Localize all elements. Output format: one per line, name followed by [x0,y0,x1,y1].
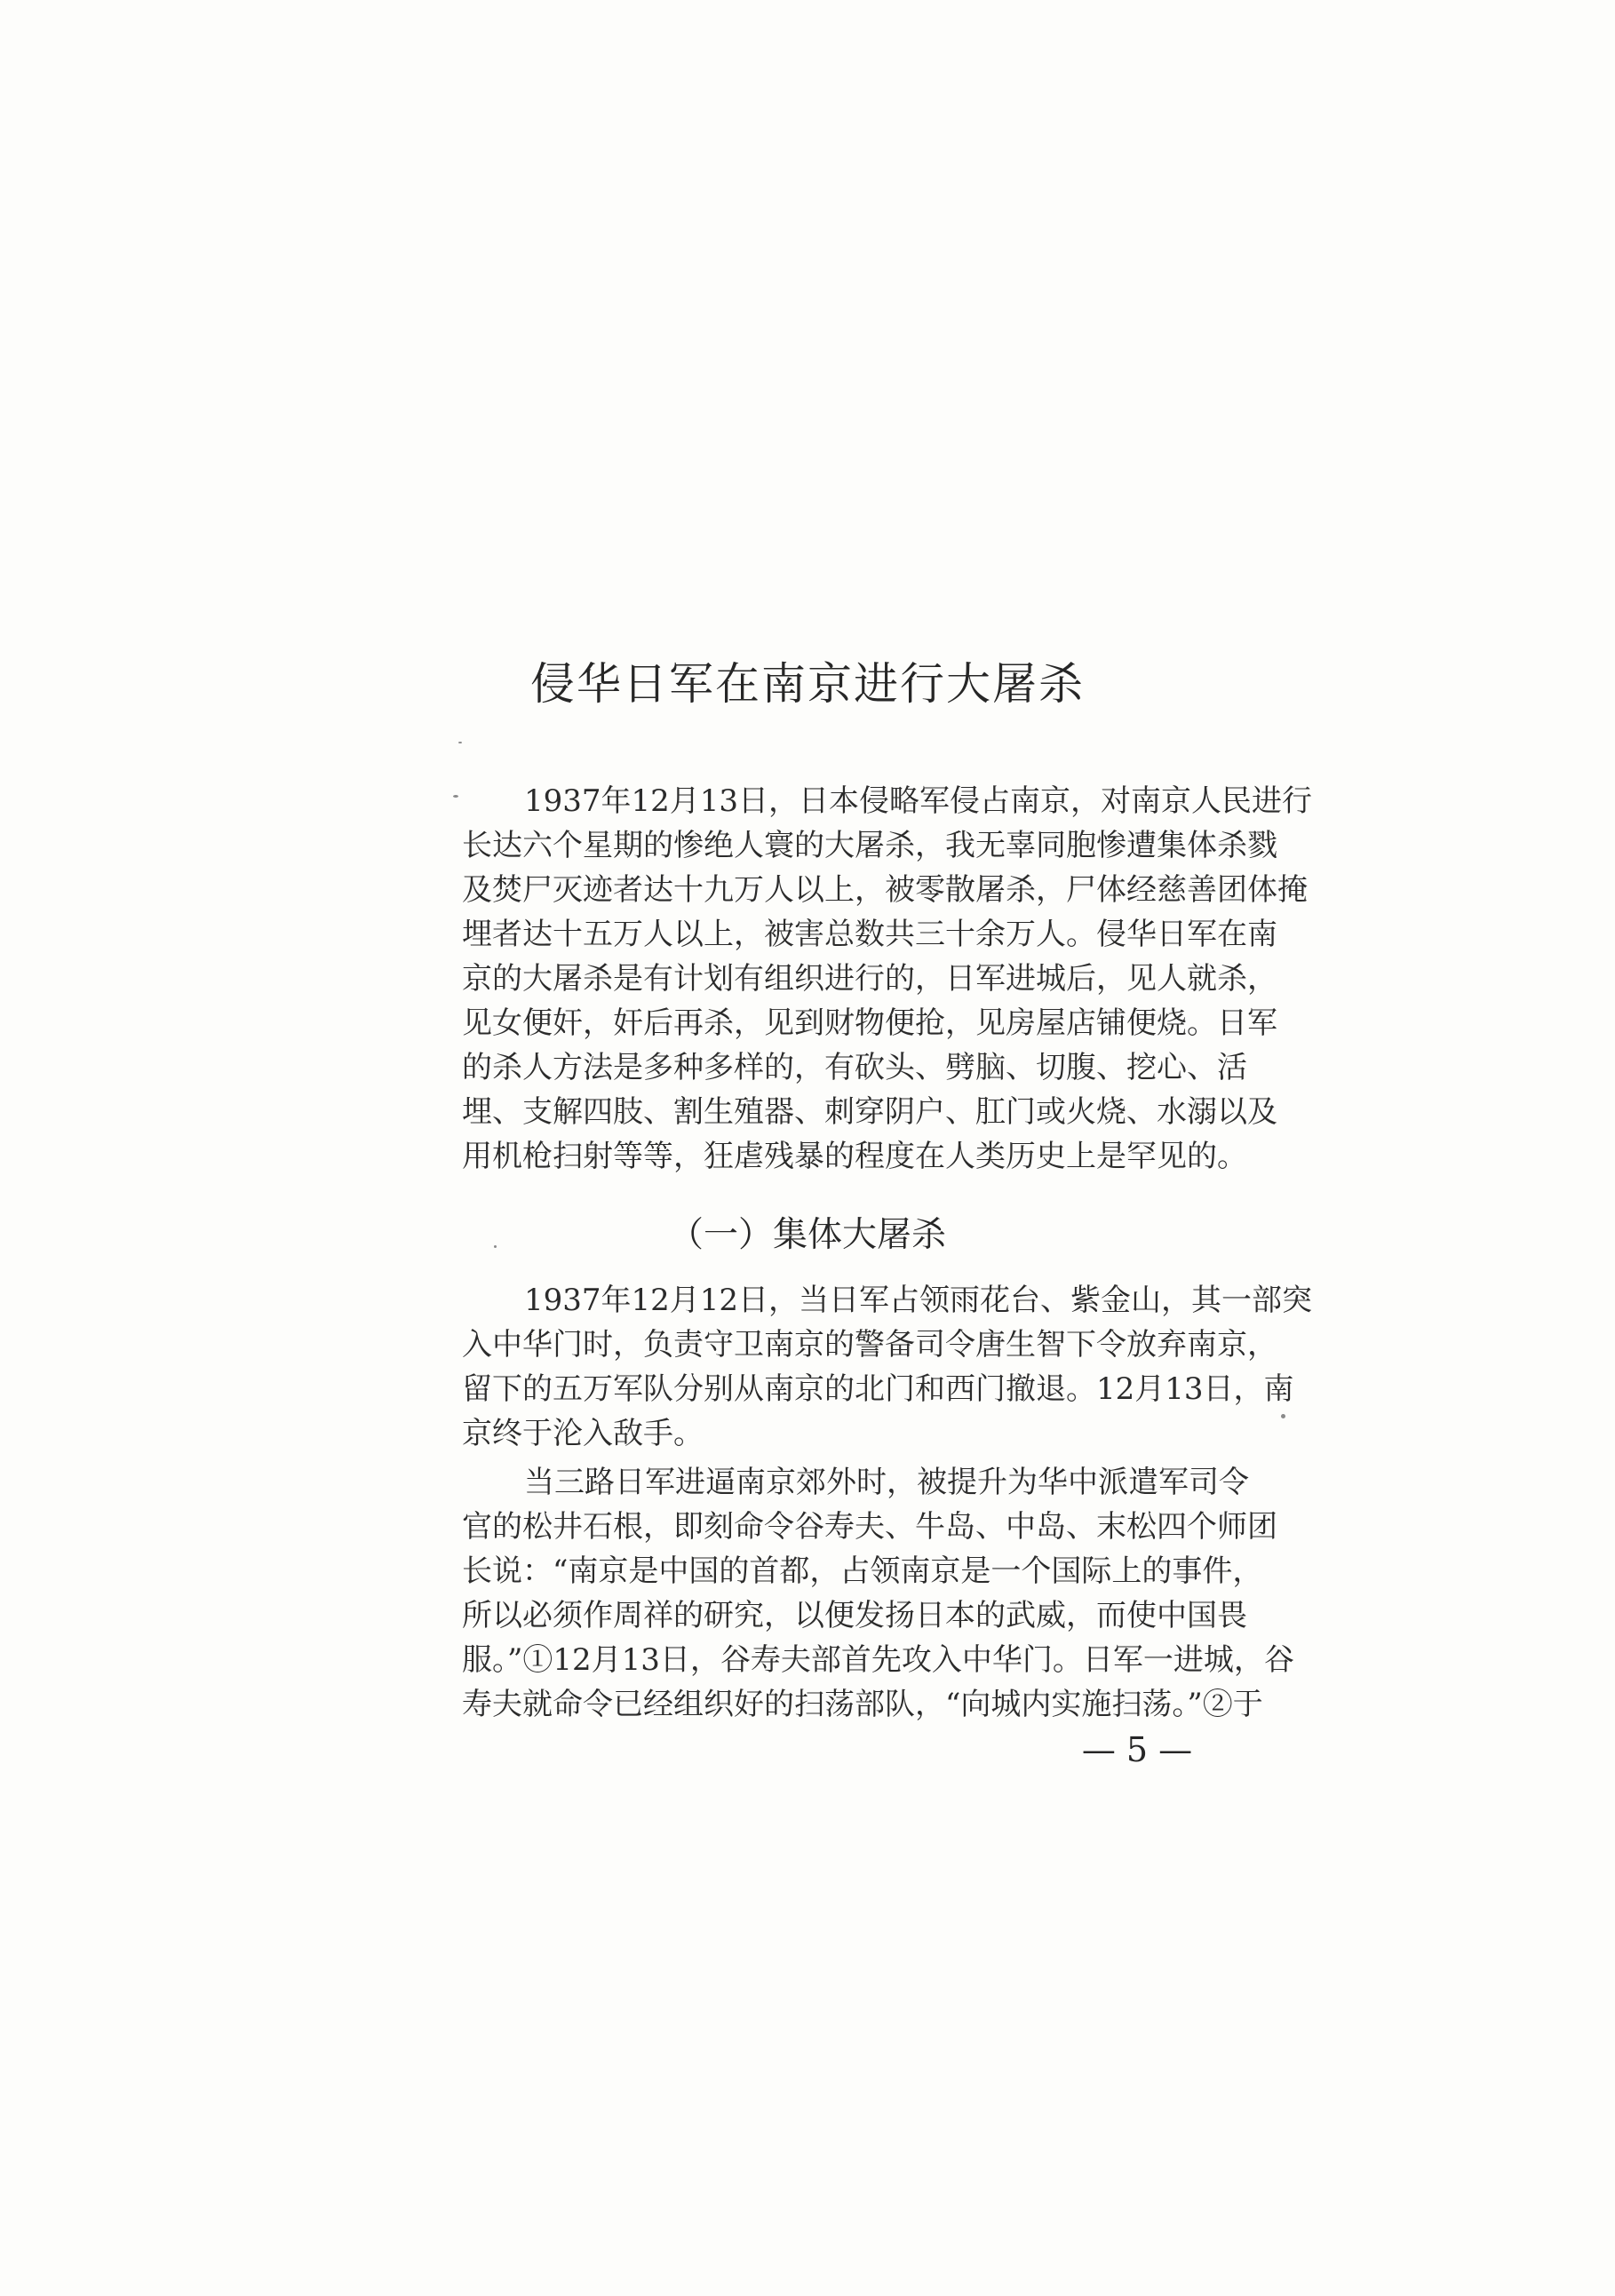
paragraph-1-line-8: 埋、支解四肢、割生殖器、刺穿阴户、肛门或火烧、水溺以及 [462,1094,1277,1130]
paragraph-3-line-6: 寿夫就命令已经组织好的扫荡部队，“向城内实施扫荡。”②于 [462,1687,1263,1722]
paragraph-1-line-3: 及焚尸灭迹者达十九万人以上，被零散屠杀，尸体经慈善团体掩 [462,872,1308,908]
scan-speck [453,795,458,798]
paragraph-1-line-1: 1937年12月13日，日本侵略军侵占南京，对南京人民进行 [524,783,1313,819]
paragraph-1-line-5: 京的大屠杀是有计划有组织进行的，日军进城后，见人就杀， [462,961,1277,997]
paragraph-1-line-4: 埋者达十五万人以上，被害总数共三十余万人。侵华日军在南 [462,917,1277,952]
paragraph-3-line-2: 官的松井石根，即刻命令谷寿夫、牛岛、中岛、末松四个师团 [462,1509,1277,1545]
paragraph-2-line-1: 1937年12月12日，当日军占领雨花台、紫金山，其一部突 [524,1283,1313,1318]
scan-speck [1281,1414,1285,1418]
paragraph-3-line-4: 所以必须作周祥的研究，以便发扬日本的武威，而使中国畏 [462,1598,1247,1633]
page-number: — 5 — [1081,1730,1193,1769]
paragraph-3-line-5: 服。”①12月13日，谷寿夫部首先攻入中华门。日军一进城，谷 [462,1642,1294,1678]
paragraph-2-line-4: 京终于沦入敌手。 [462,1416,704,1451]
paragraph-3-line-3: 长说：“南京是中国的首都，占领南京是一个国际上的事件， [462,1553,1263,1589]
paragraph-3-line-1: 当三路日军进逼南京郊外时，被提升为华中派遣军司令 [524,1465,1249,1500]
paragraph-2-line-3: 留下的五万军队分别从南京的北门和西门撤退。12月13日，南 [462,1371,1294,1407]
paragraph-1-line-9: 用机枪扫射等等，狂虐残暴的程度在人类历史上是罕见的。 [462,1139,1247,1174]
scan-speck [458,742,462,743]
page-title: 侵华日军在南京进行大屠杀 [530,658,1085,710]
paragraph-1-line-6: 见女便奸，奸后再杀，见到财物便抢，见房屋店铺便烧。日军 [462,1005,1277,1041]
paragraph-1-line-7: 的杀人方法是多种多样的，有砍头、劈脑、切腹、挖心、活 [462,1050,1247,1085]
section-heading: （一）集体大屠杀 [668,1215,946,1255]
scan-speck [494,1245,497,1248]
paragraph-1-line-2: 长达六个星期的惨绝人寰的大屠杀，我无辜同胞惨遭集体杀戮 [462,828,1277,863]
paragraph-2-line-2: 入中华门时，负责守卫南京的警备司令唐生智下令放弃南京， [462,1327,1277,1363]
